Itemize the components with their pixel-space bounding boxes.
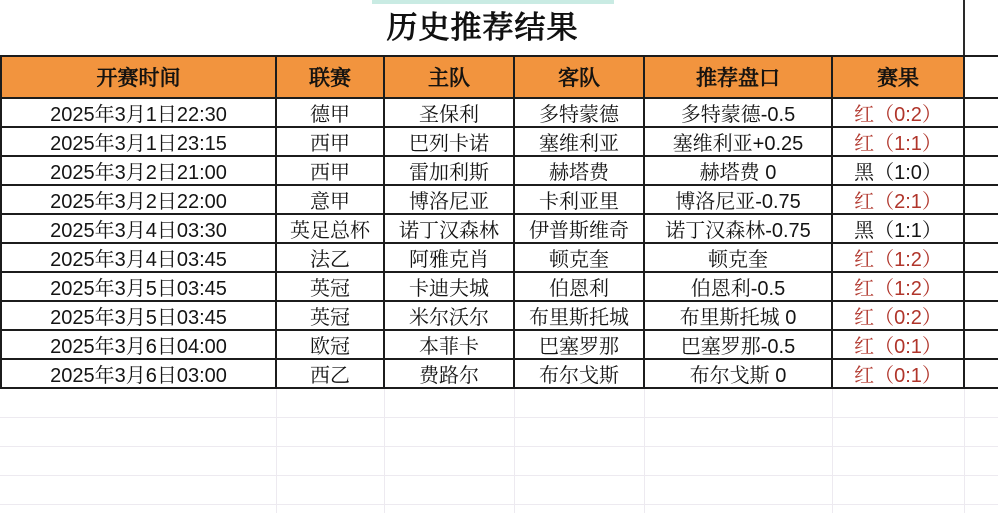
empty-cell[interactable] xyxy=(0,505,277,513)
empty-cell[interactable] xyxy=(0,389,277,418)
cell-time[interactable]: 2025年3月2日21:00 xyxy=(0,157,277,186)
header-league[interactable]: 联赛 xyxy=(277,57,385,99)
empty-cell[interactable] xyxy=(0,476,277,505)
cell-result[interactable]: 红（1:2） xyxy=(833,273,965,302)
cell-result[interactable]: 红（2:1） xyxy=(833,186,965,215)
empty-cell[interactable] xyxy=(515,447,645,476)
cell-handicap[interactable]: 博洛尼亚-0.75 xyxy=(645,186,833,215)
empty-cell[interactable] xyxy=(385,476,515,505)
cell-result[interactable]: 红（1:1） xyxy=(833,128,965,157)
cell-away[interactable]: 卡利亚里 xyxy=(515,186,645,215)
cell-extra[interactable] xyxy=(965,302,998,331)
cell-league[interactable]: 西甲 xyxy=(277,157,385,186)
empty-cell[interactable] xyxy=(515,505,645,513)
empty-cell[interactable] xyxy=(833,447,965,476)
cell-time[interactable]: 2025年3月1日23:15 xyxy=(0,128,277,157)
cell-extra[interactable] xyxy=(965,99,998,128)
results-table xyxy=(0,55,998,513)
cell-result[interactable]: 黑（1:0） xyxy=(833,157,965,186)
cell-time[interactable]: 2025年3月6日04:00 xyxy=(0,331,277,360)
cell-extra[interactable] xyxy=(965,360,998,389)
cell-league[interactable]: 法乙 xyxy=(277,244,385,273)
empty-cell[interactable] xyxy=(833,476,965,505)
header-home-team[interactable]: 主队 xyxy=(385,57,515,99)
cell-away[interactable]: 巴塞罗那 xyxy=(515,331,645,360)
empty-cell[interactable] xyxy=(965,418,998,447)
cell-home[interactable]: 圣保利 xyxy=(385,99,515,128)
empty-cell[interactable] xyxy=(965,505,998,513)
cell-handicap[interactable]: 巴塞罗那-0.5 xyxy=(645,331,833,360)
cell-league[interactable]: 英冠 xyxy=(277,302,385,331)
cell-time[interactable]: 2025年3月5日03:45 xyxy=(0,302,277,331)
cell-time[interactable]: 2025年3月6日03:00 xyxy=(0,360,277,389)
cell-extra[interactable] xyxy=(965,215,998,244)
empty-cell[interactable] xyxy=(277,447,385,476)
cell-time[interactable]: 2025年3月1日22:30 xyxy=(0,99,277,128)
header-extra-cell[interactable] xyxy=(965,57,998,99)
empty-cell[interactable] xyxy=(645,476,833,505)
cell-home[interactable]: 卡迪夫城 xyxy=(385,273,515,302)
cell-handicap[interactable]: 赫塔费 0 xyxy=(645,157,833,186)
cell-handicap[interactable]: 塞维利亚+0.25 xyxy=(645,128,833,157)
header-away-team[interactable]: 客队 xyxy=(515,57,645,99)
header-handicap[interactable]: 推荐盘口 xyxy=(645,57,833,99)
cell-time[interactable]: 2025年3月4日03:45 xyxy=(0,244,277,273)
empty-cell[interactable] xyxy=(385,389,515,418)
cell-extra[interactable] xyxy=(965,273,998,302)
empty-cell[interactable] xyxy=(385,447,515,476)
page-title: 历史推荐结果 xyxy=(386,10,579,45)
cell-league[interactable]: 英足总杯 xyxy=(277,215,385,244)
header-result[interactable]: 赛果 xyxy=(833,57,965,99)
cell-league[interactable]: 德甲 xyxy=(277,99,385,128)
cell-league[interactable]: 西甲 xyxy=(277,128,385,157)
cell-time[interactable]: 2025年3月2日22:00 xyxy=(0,186,277,215)
cell-handicap[interactable]: 伯恩利-0.5 xyxy=(645,273,833,302)
cell-result[interactable]: 红（0:1） xyxy=(833,331,965,360)
cell-home[interactable]: 巴列卡诺 xyxy=(385,128,515,157)
cell-time[interactable]: 2025年3月4日03:30 xyxy=(0,215,277,244)
cell-handicap[interactable]: 布尔戈斯 0 xyxy=(645,360,833,389)
cell-handicap[interactable]: 布里斯托城 0 xyxy=(645,302,833,331)
empty-cell[interactable] xyxy=(515,418,645,447)
cell-result[interactable]: 红（0:2） xyxy=(833,302,965,331)
grid-vertical-line xyxy=(963,0,965,57)
cell-league[interactable]: 英冠 xyxy=(277,273,385,302)
empty-cell[interactable] xyxy=(833,389,965,418)
cell-home[interactable]: 米尔沃尔 xyxy=(385,302,515,331)
cell-extra[interactable] xyxy=(965,186,998,215)
cell-time[interactable]: 2025年3月5日03:45 xyxy=(0,273,277,302)
cell-home[interactable]: 本菲卡 xyxy=(385,331,515,360)
empty-cell[interactable] xyxy=(833,505,965,513)
cell-handicap[interactable]: 多特蒙德-0.5 xyxy=(645,99,833,128)
empty-cell[interactable] xyxy=(0,447,277,476)
empty-cell[interactable] xyxy=(277,476,385,505)
cell-away[interactable]: 伊普斯维奇 xyxy=(515,215,645,244)
cell-home[interactable]: 阿雅克肖 xyxy=(385,244,515,273)
empty-cell[interactable] xyxy=(965,476,998,505)
empty-cell[interactable] xyxy=(645,447,833,476)
cell-home[interactable]: 诺丁汉森林 xyxy=(385,215,515,244)
cell-away[interactable]: 塞维利亚 xyxy=(515,128,645,157)
empty-cell[interactable] xyxy=(833,418,965,447)
cell-home[interactable]: 雷加利斯 xyxy=(385,157,515,186)
cell-extra[interactable] xyxy=(965,244,998,273)
cell-handicap[interactable]: 顿克奎 xyxy=(645,244,833,273)
cell-home[interactable]: 费路尔 xyxy=(385,360,515,389)
cell-result[interactable]: 红（1:2） xyxy=(833,244,965,273)
empty-cell[interactable] xyxy=(965,389,998,418)
cell-extra[interactable] xyxy=(965,128,998,157)
empty-cell[interactable] xyxy=(965,447,998,476)
empty-cell[interactable] xyxy=(277,389,385,418)
cell-away[interactable]: 赫塔费 xyxy=(515,157,645,186)
cell-league[interactable]: 欧冠 xyxy=(277,331,385,360)
cell-away[interactable]: 伯恩利 xyxy=(515,273,645,302)
empty-cell[interactable] xyxy=(515,476,645,505)
header-start-time[interactable]: 开赛时间 xyxy=(0,57,277,99)
cell-away[interactable]: 布里斯托城 xyxy=(515,302,645,331)
cell-home[interactable]: 博洛尼亚 xyxy=(385,186,515,215)
cell-result[interactable]: 红（0:2） xyxy=(833,99,965,128)
empty-cell[interactable] xyxy=(645,418,833,447)
cell-away[interactable]: 布尔戈斯 xyxy=(515,360,645,389)
cell-away[interactable]: 顿克奎 xyxy=(515,244,645,273)
empty-cell[interactable] xyxy=(385,505,515,513)
cell-away[interactable]: 多特蒙德 xyxy=(515,99,645,128)
empty-cell[interactable] xyxy=(645,389,833,418)
empty-cell[interactable] xyxy=(645,505,833,513)
cell-extra[interactable] xyxy=(965,157,998,186)
empty-cell[interactable] xyxy=(515,389,645,418)
cell-league[interactable]: 意甲 xyxy=(277,186,385,215)
empty-cell[interactable] xyxy=(277,505,385,513)
cell-handicap[interactable]: 诺丁汉森林-0.75 xyxy=(645,215,833,244)
empty-cell[interactable] xyxy=(385,418,515,447)
cell-extra[interactable] xyxy=(965,331,998,360)
cell-result[interactable]: 红（0:1） xyxy=(833,360,965,389)
cell-result[interactable]: 黑（1:1） xyxy=(833,215,965,244)
empty-cell[interactable] xyxy=(0,418,277,447)
cell-league[interactable]: 西乙 xyxy=(277,360,385,389)
empty-cell[interactable] xyxy=(277,418,385,447)
